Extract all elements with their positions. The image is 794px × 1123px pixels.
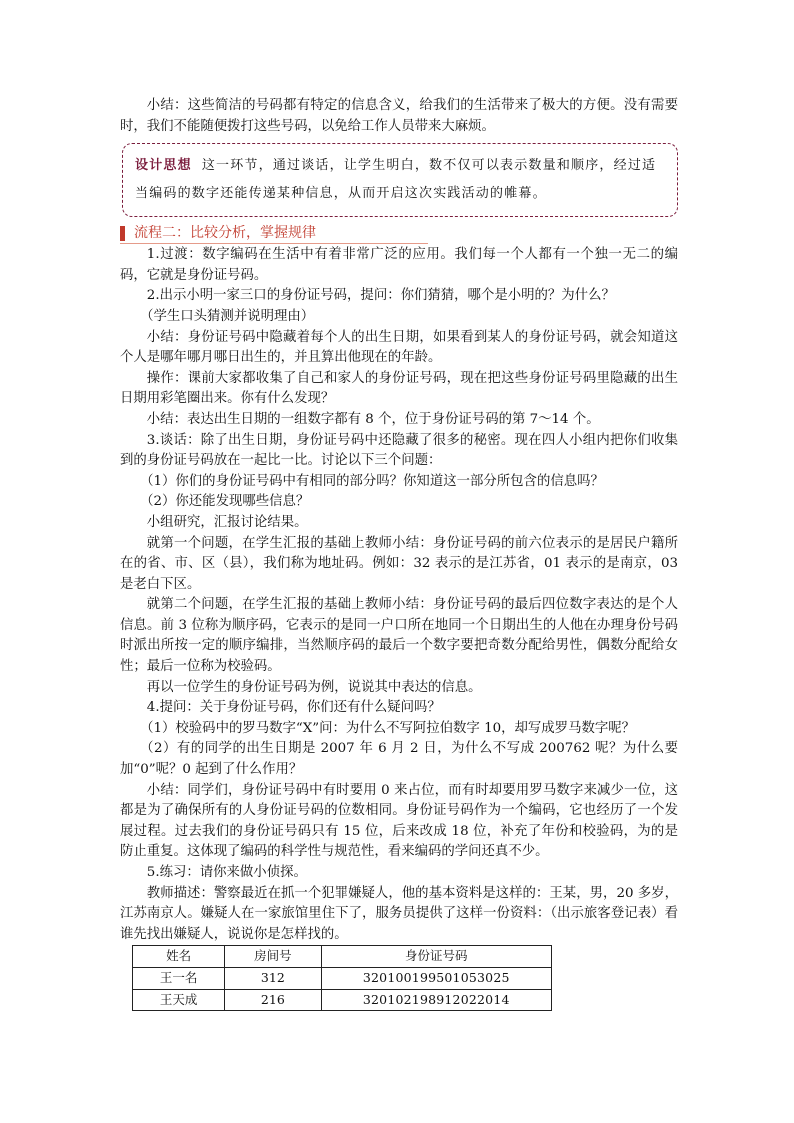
table-cell: 320102198912022014 xyxy=(321,989,551,1011)
table-header-cell: 姓名 xyxy=(133,946,225,968)
paragraph: （2）有的同学的出生日期是 2007 年 6 月 2 日，为什么不写成 200762 呢？为什么要加“0”呢？0 起到了什么作用？ xyxy=(120,741,678,778)
design-idea-label: 设计思想 xyxy=(135,158,192,174)
paragraph: 4.提问：关于身份证号码，你们还有什么疑问吗？ xyxy=(146,700,441,716)
paragraph: （2）你还能发现哪些信息？ xyxy=(140,494,310,510)
design-idea-box xyxy=(122,143,678,217)
summary-paragraph: 小结：这些简洁的号码都有特定的信息含义，给我们的生活带来了极大的方便。没有需要时，我们不能随便拨打这些号码，以免给工作人员带来大麻烦。 xyxy=(120,98,678,134)
paragraph: 3.谈话：除了出生日期，身份证号码中还隐藏了很多的秘密。现在四人小组内把你们收集到的身份证号码放在一起比一比。讨论以下三个问题： xyxy=(120,432,678,469)
section-heading: 流程二：比较分析，掌握规律 xyxy=(120,223,678,243)
paragraph: 再以一位学生的身份证号码为例，说说其中表达的信息。 xyxy=(146,679,482,695)
paragraph: 2.出示小明一家三口的身份证号码，提问：你们猜猜，哪个是小明的？为什么？ xyxy=(146,288,615,304)
paragraph: 1.过渡：数字编码在生活中有着非常广泛的应用。我们每一个人都有一个独一无二的编码，它就是身份证号码。 xyxy=(120,247,678,283)
paragraph: 小组研究，汇报讨论结果。 xyxy=(146,514,308,530)
table-header-cell: 房间号 xyxy=(225,946,321,968)
paragraph: 小结：身份证号码中隐藏着每个人的出生日期，如果看到某人的身份证号码，就会知道这个人是哪年哪月哪日出生的，并且算出他现在的年龄。 xyxy=(120,329,678,366)
design-idea-text: 这一环节，通过谈话，让学生明白，数不仅可以表示数量和顺序，经过适当编码的数字还能传递某种信息，从而开启这次实践活动的帷幕。 xyxy=(135,158,657,202)
paragraph: （1）校验码中的罗马数字“X”问：为什么不写阿拉伯数字 10，却写成罗马数字呢？ xyxy=(140,720,636,736)
paragraph: 小结：表达出生日期的一组数字都有 8 个，位于身份证号码的第 7～14 个。 xyxy=(146,411,600,427)
guest-register-table xyxy=(132,945,552,1011)
paragraph: 5.练习：请你来做小侦探。 xyxy=(146,865,307,880)
paragraph: （1）你们的身份证号码中有相同的部分吗？你知道这一部分所包含的信息吗？ xyxy=(140,473,604,489)
table-header-cell: 身份证号码 xyxy=(321,946,551,968)
table-cell: 王一名 xyxy=(133,967,225,989)
paragraph: 小结：同学们，身份证号码中有时要用 0 来占位，而有时却要用罗马数字来减少一位，这都是为了确保所有的人身份证号码的位数相同。身份证号码作为一个编码，它也经历了一个发展过程。过去我们的身份证号码只有 15 位，后来改成 18 位，补充了年份和校验码，为的是防止重复。这体现了编码的科学性与规范性，看来编码的学问还真不少。 xyxy=(120,782,678,860)
table-cell: 王天成 xyxy=(133,989,225,1011)
paragraph: 教师描述：警察最近在抓一个犯罪嫌疑人，他的基本资料是这样的：王某，男，20 多岁，江苏南京人。嫌疑人在一家旅馆里住下了，服务员提供了这样一份资料：（出示旅客登记表）看谁先找出嫌疑人，说说你是怎样找的。 xyxy=(120,885,678,942)
paragraph: （学生口头猜测并说明理由） xyxy=(140,308,315,324)
paragraph: 就第二个问题，在学生汇报的基础上教师小结：身份证号码的最后四位数字表达的是个人信息。前 3 位称为顺序码，它表示的是同一户口所在地同一个日期出生的人他在办理身份号码时派出所按一定的顺序编排，当然顺序码的最后一个数字要把奇数分配给男性，偶数分配给女性；最后一位称为校验码。 xyxy=(120,597,678,675)
table-header-row xyxy=(133,946,552,968)
document-body xyxy=(120,96,678,1011)
table-row xyxy=(133,989,552,1011)
table-cell: 216 xyxy=(225,989,321,1011)
paragraph: 操作：课前大家都收集了自己和家人的身份证号码，现在把这些身份证号码里隐藏的出生日期用彩笔圈出来。你有什么发现？ xyxy=(120,370,678,407)
table-cell: 320100199501053025 xyxy=(321,967,551,989)
table-row xyxy=(133,967,552,989)
table-cell: 312 xyxy=(225,967,321,989)
paragraph: 就第一个问题，在学生汇报的基础上教师小结：身份证号码的前六位表示的是居民户籍所在的省、市、区（县），我们称为地址码。例如：32 表示的是江苏省，01 表示的是南京，03 是老白下区。 xyxy=(120,535,678,592)
